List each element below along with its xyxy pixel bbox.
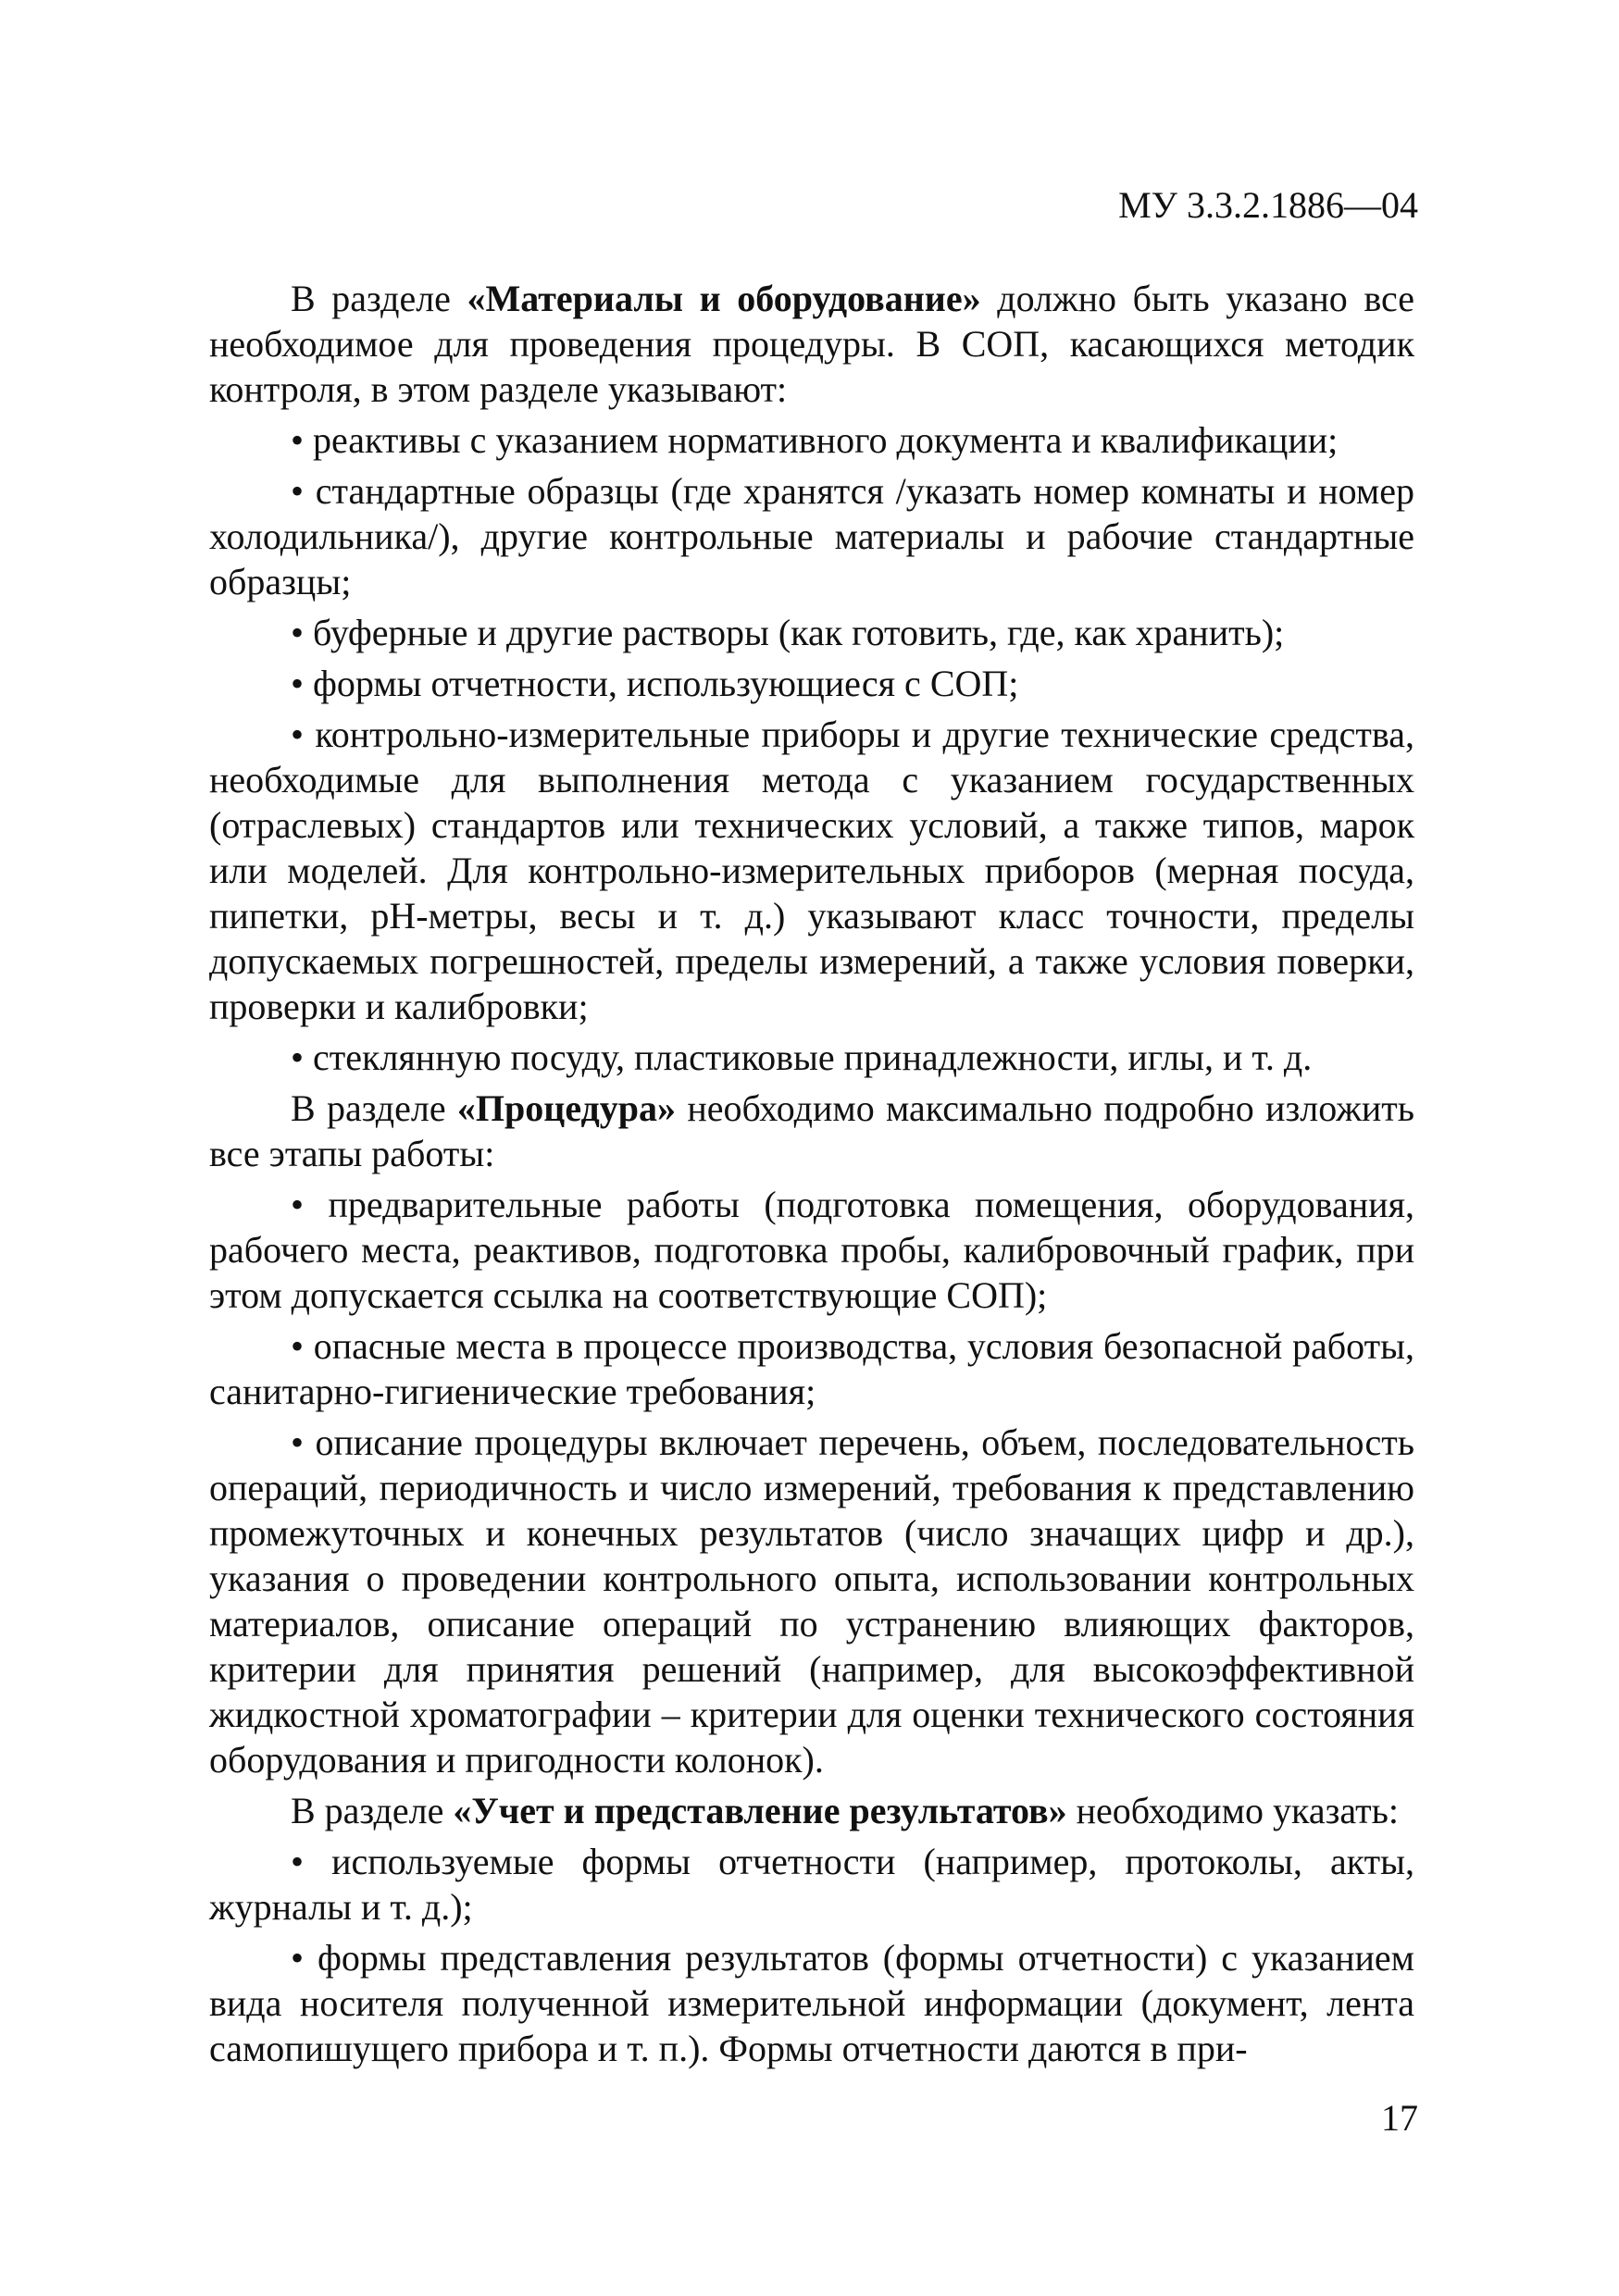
paragraph-text: необходимо максимально подробно изложить все этапы работы:: [209, 1087, 1414, 1174]
paragraph-text: должно быть указано все необходимое для проведения процедуры. В СОП, касающихся методик контроля, в этом разделе указывают:: [209, 278, 1414, 410]
list-item: • опасные места в процессе производства, условия безопасной работы, санитарно-гигиенические требования;: [209, 1323, 1414, 1414]
paragraph-procedure: [209, 1086, 1414, 1176]
list-item: • формы отчетности, использующиеся с СОП;: [209, 661, 1414, 706]
list-item: • формы представления результатов (формы отчетности) с указанием вида носителя полученной измерительной информации (документ, лента самопишущего прибора и т. п.). Формы отчетности даются в при-: [209, 1935, 1414, 2071]
list-item: • используемые формы отчетности (например, протоколы, акты, журналы и т. д.);: [209, 1839, 1414, 1930]
paragraph-text: В разделе: [291, 278, 467, 319]
list-item: • стандартные образцы (где хранятся /указать номер комнаты и номер холодильника/), другие контрольные материалы и рабочие стандартные образцы;: [209, 468, 1414, 604]
section-title-results: «Учет и представление результатов»: [453, 1790, 1067, 1831]
section-title-procedure: «Процедура»: [456, 1087, 677, 1129]
list-item: • контрольно-измерительные приборы и другие технические средства, необходимые для выполнения метода с указанием государственных (отраслевых) стандартов или технических условий, а также типов, марок или моделей. Для контрольно-измерительных приборов (мерная посуда, пипетки, рН-метры, весы и т. д.) указывают класс точности, пределы допускаемых погрешностей, пределы измерений, а также условия поверки, проверки и калибровки;: [209, 712, 1414, 1029]
paragraph-text: В разделе: [291, 1087, 457, 1129]
document-body: [209, 276, 1414, 2077]
list-item: • реактивы с указанием нормативного документа и квалификации;: [209, 417, 1414, 463]
section-title-materials: «Материалы и оборудование»: [467, 278, 981, 319]
paragraph-text: необходимо указать:: [1066, 1790, 1399, 1831]
document-code: МУ 3.3.2.1886—04: [1118, 184, 1418, 226]
page-number: 17: [1381, 2097, 1418, 2139]
paragraph-text: В разделе: [291, 1790, 454, 1831]
paragraph-results: [209, 1788, 1414, 1833]
list-item: • буферные и другие растворы (как готовить, где, как хранить);: [209, 610, 1414, 655]
list-item: • описание процедуры включает перечень, объем, последовательность операций, периодичность и число измерений, требования к представлению промежуточных и конечных результатов (число значащих цифр и др.), указания о проведении контрольного опыта, использовании контрольных материалов, описание операций по устранению влияющих факторов, критерии для принятия решений (например, для высокоэффективной жидкостной хроматографии – критерии для оценки технического состояния оборудования и пригодности колонок).: [209, 1420, 1414, 1782]
list-item: • стеклянную посуду, пластиковые принадлежности, иглы, и т. д.: [209, 1035, 1414, 1080]
paragraph-materials: [209, 276, 1414, 412]
list-item: • предварительные работы (подготовка помещения, оборудования, рабочего места, реактивов, подготовка пробы, калибровочный график, при этом допускается ссылка на соответствующие СОП);: [209, 1182, 1414, 1318]
